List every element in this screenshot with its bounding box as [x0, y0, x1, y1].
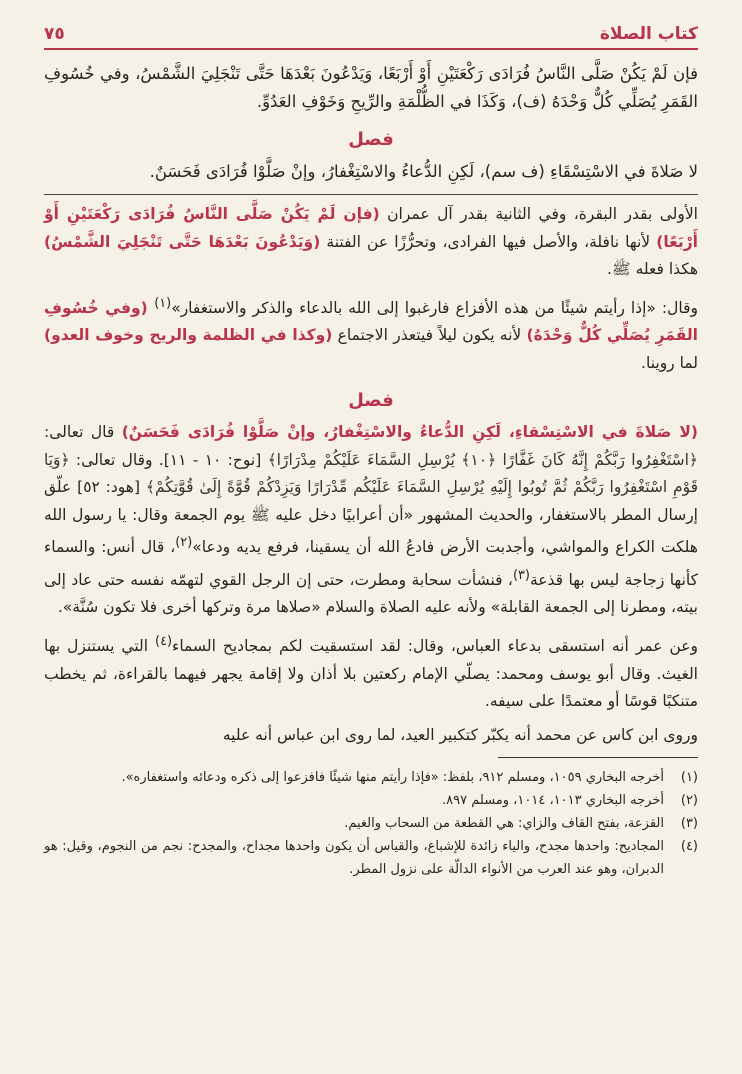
footnote-number: (٢)	[680, 793, 698, 809]
text-run: [نوح: ١٠ - ١١]. وقال تعالى:	[69, 450, 268, 469]
matn-paragraph-1: فإن لَمْ يَكُنْ صَلَّى النَّاسُ فُرَادَى رَكْعَتَيْنِ أَوْ أَرْبَعًا، وَيَدْعُونَ بَعْدَهَا حَتَّى تَنْجَلِيَ الشَّمْسُ، وفي خُسُوفِ القَمَرِ يُصَلِّي كُلٌّ وَحْدَهُ (ف)، وَكَذَا في الظُّلْمَةِ والرِّيحِ وَخَوْفِ العَدُوِّ.	[44, 64, 698, 111]
footnote-text: المجاديح: واحدها مجدح، والياء زائدة للإشباع، والقياس أن يكون واحدها مجداح، والمجدح: نجم من النجوم، وقيل: هو الدبران، وهو عند العرب من الأنواء الدالّة على نزول المطر.	[44, 839, 664, 878]
footnote-number: (٣)	[680, 816, 698, 832]
footnote-ref: (٣)	[512, 567, 530, 583]
matn-quote: (وَيَدْعُونَ بَعْدَهَا حَتَّى تَنْجَلِيَ الشَّمْسُ)	[44, 232, 321, 251]
matn-quote: (وكذا في الظلمة والريح وخوف العدو)	[44, 326, 333, 345]
matn-section	[44, 60, 698, 186]
page-number: ٧٥	[44, 24, 65, 44]
commentary-section	[44, 201, 698, 749]
commentary-paragraph-5: وروى ابن كاس عن محمد أنه يكبّر كتكبير العيد، لما روى ابن عباس أنه عليه	[222, 725, 698, 744]
footnote-ref: (٢)	[175, 535, 193, 551]
footnote-item	[44, 835, 698, 881]
text-run: ، فنشأت سحابة ومطرت، حتى إن الرجل القوي لتهمّه نفسه حتى عاد إلى بيته، ومطرنا إلى الجمعة القابلة» ولأنه عليه الصلاة والسلام «صلاها مرة وتركها أخرى فلا تكون سُنَّة».	[44, 570, 698, 617]
footnote-text: أخرجه البخاري ١٠٥٩، ومسلم ٩١٢، بلفظ: «فإذا رأيتم منها شيئًا فافزعوا إلى ذكره ودعائه واستغفاره».	[121, 770, 664, 786]
footnotes	[44, 766, 698, 881]
commentary-paragraph-1	[44, 201, 698, 284]
footnote-text: القزعة، بفتح القاف والزاي: هي القطعة من السحاب والغيم.	[344, 816, 664, 832]
text-run: ، قال أنس: والسماء كأنها زجاجة ليس بها قذعة	[44, 538, 698, 589]
matn-paragraph-2: لا صَلاةَ في الاسْتِسْقَاءِ (ف سم)، لَكِنِ الدُّعاءُ والاسْتِغْفارُ، وإنْ صَلَّوْا فُرَادَى فَحَسَنٌ.	[149, 162, 698, 181]
footnote-item	[44, 766, 698, 789]
text-run: الأولى بقدر البقرة، وفي الثانية بقدر آل عمران	[379, 205, 698, 223]
footnote-item	[44, 812, 698, 835]
section-heading: فصل	[348, 129, 394, 150]
text-run: لأنها نافلة، والأصل فيها الفرادى، وتحرُّزًا عن الفتنة	[320, 232, 657, 251]
footnote-text: أخرجه البخاري ١٠١٣، ١٠١٤، ومسلم ٨٩٧.	[442, 793, 664, 809]
footnote-ref: (١)	[154, 295, 172, 311]
matn-quote: (وفي خُسُوفِ القَمَرِ يُصَلِّي كُلٌّ وَحْدَهُ)	[44, 298, 698, 345]
text-run: هكذا فعله ﷺ.	[606, 260, 698, 278]
quran-verse: ﴿وَيَا قَوْمِ اسْتَغْفِرُوا رَبَّكُمْ ثُمَّ تُوبُوا إِلَيْهِ يُرْسِلِ السَّمَاءَ عَلَيْكُم مِّدْرَارًا وَيَزِدْكُمْ قُوَّةً إِلَىٰ قُوَّتِكُمْ﴾	[44, 450, 699, 497]
section-divider	[44, 194, 698, 195]
text-run: قال تعالى:	[44, 423, 122, 442]
footnote-item	[44, 789, 698, 812]
commentary-paragraph-2	[44, 290, 698, 378]
matn-quote: (فإن لَمْ يَكُنْ صَلَّى النَّاسُ فُرَادَى رَكْعَتَيْنِ أَوْ أَرْبَعًا)	[44, 205, 698, 251]
text-run: [هود: ٥٢] علّق إرسال المطر بالاستغفار، والحديث المشهور «أن أعرابيًا دخل عليه ﷺ يوم الجمعة وقال: يا رسول الله هلكت الكراع والمواشي، وأجدبت الأرض فادعُ الله أن يسقينا، فرفع يديه ودعا»	[44, 478, 698, 557]
page-header	[44, 18, 698, 50]
footnote-ref: (٤)	[155, 633, 173, 649]
footnote-number: (١)	[680, 770, 698, 786]
text-run: لأنه يكون ليلاً فيتعذر الاجتماع	[332, 326, 527, 345]
text-run: وقال: «إذا رأيتم شيئًا من هذه الأفزاع فارغبوا إلى الله بالدعاء والذكر والاستغفار»	[171, 298, 698, 317]
section-heading: فصل	[348, 390, 394, 412]
book-title: كتاب الصلاة	[599, 24, 698, 44]
commentary-paragraph-4	[44, 628, 698, 716]
text-run: لما روينا.	[641, 353, 698, 372]
text-run: وعن عمر أنه استسقى بدعاء العباس، وقال: لقد استسقيت لكم بمجاديح السماء	[172, 637, 698, 656]
footnote-number: (٤)	[680, 839, 698, 855]
text-run: التي يستنزل بها الغيث. وقال أبو يوسف ومحمد: يصلّي الإمام ركعتين بلا أذان ولا إقامة يجهر فيهما بالقراءة، ثم يخطب متنكبًا قوسًا أو معتمدًا على سيفه.	[44, 637, 698, 711]
matn-quote: (لا صَلاةَ في الاسْتِسْقاءِ، لَكِنِ الدُّعاءُ والاسْتِغْفارُ، وإنْ صَلَّوْا فُرَادَى فَحَسَنٌ)	[121, 423, 698, 442]
commentary-paragraph-3	[44, 419, 698, 622]
quran-verse: ﴿اسْتَغْفِرُوا رَبَّكُمْ إِنَّهُ كَانَ غَفَّارًا ﴿١٠﴾ يُرْسِلِ السَّمَاءَ عَلَيْكُمْ مِدْرَارًا﴾	[267, 450, 699, 469]
footnote-divider	[498, 757, 698, 758]
